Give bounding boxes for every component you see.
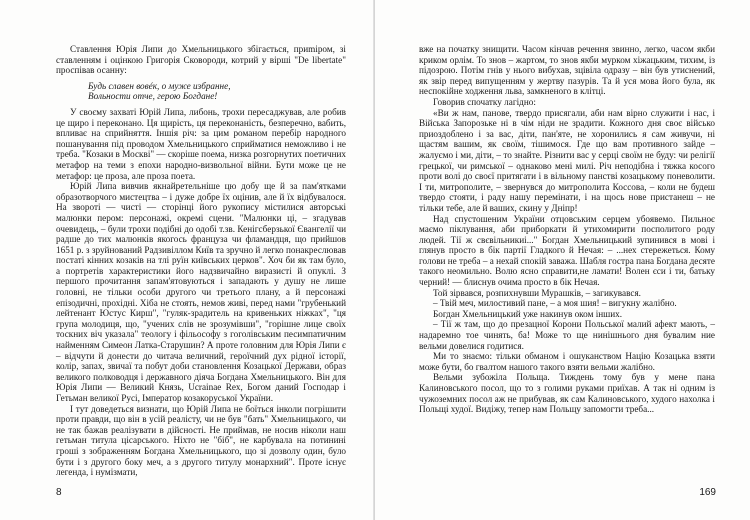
paragraph: – Твій меч, милостивий пане, – а моя шия! – вигукну жалібно. [433, 298, 677, 309]
paragraph: Говорив спочатку лагідно: [433, 96, 536, 107]
paragraph: Вельми зубожіла Польща. Тиждень тому був у мене пана Калиновського посол, що то з голими руками приїхав. А так ні одним із чужоземних посол аж не прибував, як сам Калиновського, худого нахолка і Польщі худої. Видіжу, тепер нам Польщу запомогти треба... [419, 372, 715, 415]
paragraph: Над спустошеним України отцовським серцем убоявемо. Пильноє маємо піклування, аби приборкати й утихомирити посполитого роду людей. Тії ж свєвільникиі..." Богдан Хмельницький зупинився в мові і глянув просто в бік партії Гладкого й Нечая: – ...нех стережеться. Кому голови не треба – а нехай спокій заважа. Шабля гострa пана Богдана десяте такого неомильно. Волю ясно справити,не ламати! Волен єси і ти, батьку черний! — блиснув очима просто в бік Нечая. [419, 213, 715, 288]
poem-line: Будь славен вовéк, о муже избранне, [88, 80, 231, 91]
page-number: 8 [56, 487, 62, 498]
right-page [375, 0, 750, 520]
page-number: 169 [699, 487, 716, 498]
left-page-text [56, 44, 346, 478]
right-page-text [419, 44, 715, 415]
paragraph: У своєму захваті Юрій Липа, либонь, трохи пересаджував, але робив це щиро і переконано. Ця щирість, ця переконаність, безперечно, вабить, впливає на сприйняття. Іншія річ: за цим романом перебір народного пошанування під проводом Хмельницького сприйматися неможливо і не треба. "Козаки в Москві" — скоріше поема, низка розгорнутих поетичних метафор на теми з епохи народно-визвольної війни. Бути може це не метафор: це проза, але проза поета. [56, 106, 347, 181]
paragraph: Ми то знаємо: тільки обманом і ошуканством Націю Козацька взяти може бути, бо гвалтом нашого такого взяти вельми жалібно. [419, 351, 715, 372]
poem-line: Вольности отче, герою Богдане! [88, 91, 218, 102]
intro-paragraph: Ставлення Юрія Липи до Хмельницького збігається, приmiром, зі ставленням і оцінкою Григорія Сковороди, котрий у вірші "De libertate" проспівав осанну: [56, 44, 346, 76]
paragraph: Юрій Липа вивчив якнайретельніше цю добу ще й за пам'ятками образотворчого мистецтва – і дуже добре їх оцінив, але й їх відбувалося. На звороті — чисті — сторінці його рукопису містилися авторські малюнки пером: персонажі, окремі сцени. "Малюнки ці, – згадував очевидець, – були трохи подібні до одобі т.зв. Кенігсберзької Євангелії чи радше до тих малюнків якогось француза чи фламандця, що прийшов 1651 р. з зруйнований Радзивіллом Київ та зручно й легко понакреслював постаті кінних козаків на тлі руїн київських церков". Хоч би як там було, а портретів характеристики його надзвичайно виразисті й опуклі. З першого прочитання запам'ятовуються і западають у душу не лише головні, не тільки особи другого чи третього плану, а й персонажі епізодичні, прохідні. Хіба не стоять, немов живі, перед нами "грубенький лейтенант Юстус Кирш", "гуляк-зрадитель на кривеньких ніжках", "ця група молодиця, що, "учених слів не зрозумівши", "горішне лице своїх тоскних віч указала" теологу і фільософу з гоголівським песимпатичним найменням Симеон Латка-Старушин? А проте головним для Юрія Липи є – відчути й донести до читача величний, героїчний дух рідної історії, колір, запах, звичаї та побут доби становлення Козацької Держави, образ великого полководця і державного діяча Богдана Хмельницького. Він для Юрія Липи — Великий Князь, Ucrainae Rex, Богом даний Господар і Гетьман великої Русі, Імператор козакоруської України. [56, 181, 346, 403]
paragraph: І тут доведеться визнати, що Юрій Липа не боїться інколи погрішити проти правди, що він в усій реалісту, чи не був "бать" Хмельницького, чи не так бажав реалізувати в дійсності. Не приймав, не носив ніколи наш гетьман титула цісарського. Ніхто не "біб", не карбувала на потинині гроші з зображенням Богдана Хмельницького, що зі дозволу один, було бути і з другого боку меч, а з другого титулу монархний". Проте існує легенда, і нумізмати, [56, 403, 346, 478]
paragraph: «Ви ж нам, панове, твердо присягали, аби нам вірно служити і нас, і Війська Запорозьке ні в чім ніди не зрадити. Кожного дня своє військо приоздоблено і за вас, діти, пан'яте, не хоронились я сам живучи, ні щастям вашим, як своїм, тішимося. Где що вам противного зайде – жалуємо і ми, діти, – то знайте. Різнити вас у серці своїм не буду: чи релігії грецької, чи римської – однаково мені милі. Річ неподібна і тяжка косого проти волі до своєї притягати і в вільному панстві козацькому поневолити. І ти, митрополите, – звернувся до митрополита Коссова, – коли не будеш твердо стояти, і раду нашу перемінати, і на щось нове пристанеш – не тільки тебе, але й ваших, скину у Дніпр! [419, 107, 715, 213]
paragraph: вже на початку знищити. Часом кінчав речення звинно, легко, часом якби криком орлім. То знов – жартом, то знов якби мурком хіжацьким, тихим, із підозрою. Потім гнів у нього вибухав, зцівіла одразу – він був утиснений, як звір перед випущенням у жертву пазурів. Та й уся мова його була, як неспокійне ходження льва, замкненого в клітці. [419, 44, 715, 97]
paragraph: Богдан Хмельницький уже накинув оком інших. [433, 308, 623, 319]
paragraph: – Тії ж там, що до презацної Корони Польської малий афект мають, – надаремно тое чинять, ба! Може то ще нинішнього дня бувалим ние вельми довелися годитися. [419, 319, 715, 351]
paragraph: Той зірвався, розпихнувши Мурашків, – загикувався. [433, 287, 641, 298]
